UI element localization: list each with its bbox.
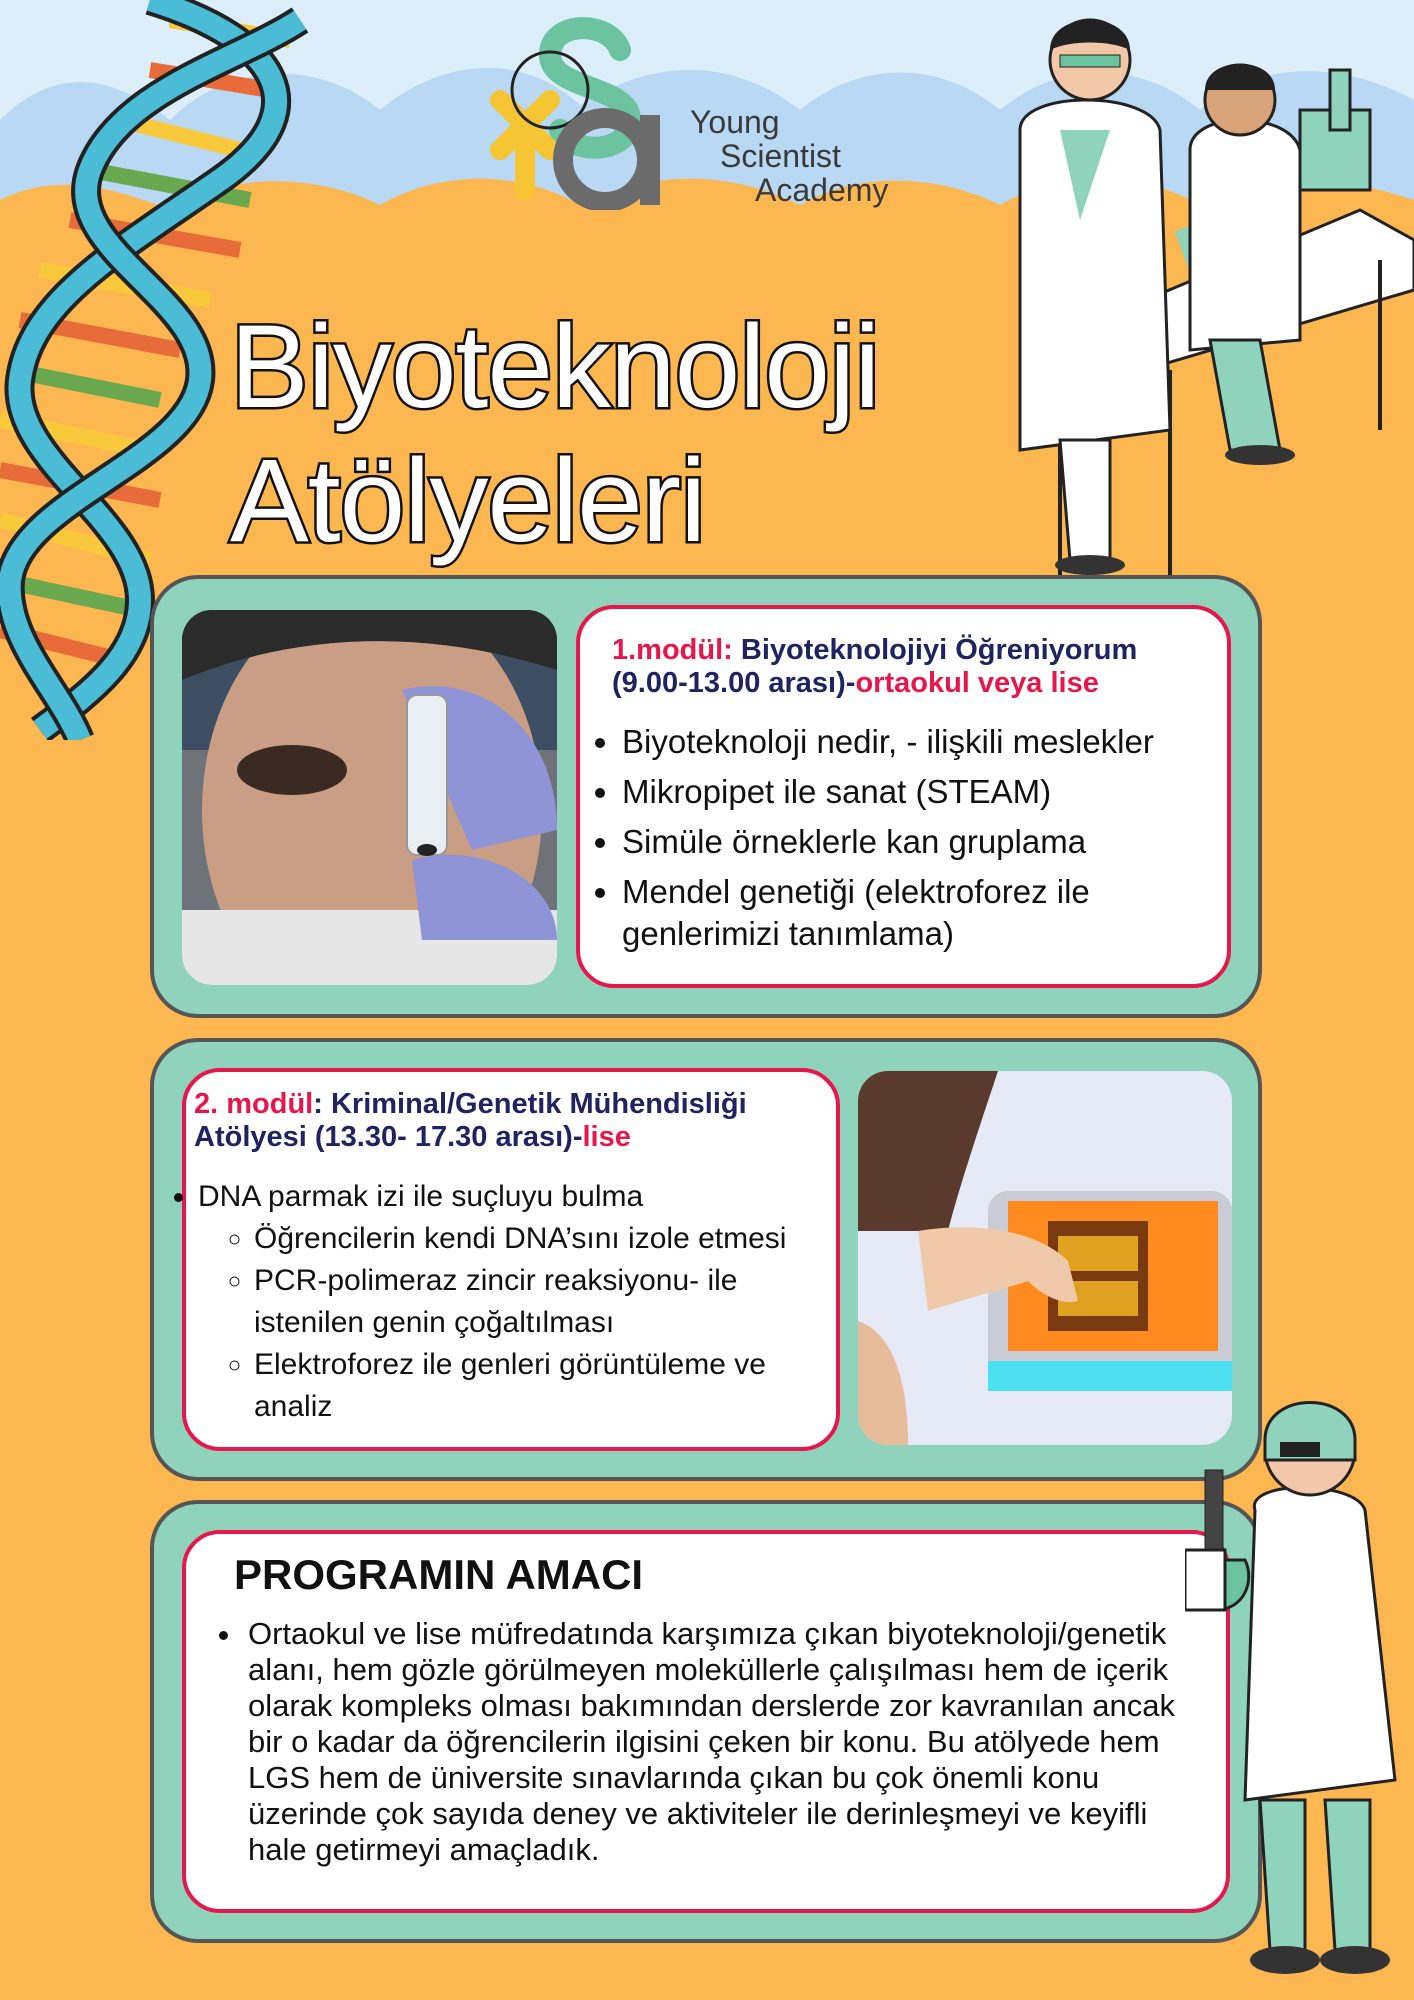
module2-card xyxy=(182,1068,840,1451)
module1-name: Biyoteknolojiyi Öğreniyorum xyxy=(740,634,1138,666)
module2-list xyxy=(198,1176,838,1218)
module1-label: 1.modül: xyxy=(612,634,733,666)
list-item: • Mendel genetiği (elektroforez ile genlerimizi tanımlama) xyxy=(622,871,1222,955)
module2-name: Kriminal/Genetik Mühendisliği xyxy=(330,1088,747,1120)
list-item: • Mikropipet ile sanat (STEAM) xyxy=(622,771,1222,813)
module2-sublist xyxy=(254,1218,838,1428)
list-item: • Biyoteknoloji nedir, - ilişkili meslekler xyxy=(622,721,1222,763)
title-line-1: Biyoteknoloji xyxy=(230,301,880,433)
module2-colon: : xyxy=(313,1088,323,1120)
list-item: • Ortaokul ve lise müfredatında karşımıza çıkan biyoteknoloji/genetik alanı, hem gözle görülmeyen moleküllerle çalışılması hem de içerik olarak kompleks olması bakımından derslerde zor kavranılan ancak bir o kadar da öğrencilerin ilgisini çeken bir konu. Bu atölyede hem LGS hem de üniversite sınavlarında çıkan bu çok önemli konu üzerinde çok sayıda deney ve aktiviteler ile derinleşmeyi ve keyifli hale getirmeyi amaçladık. xyxy=(244,1616,1194,1868)
list-item: • Simüle örneklerle kan gruplama xyxy=(622,821,1222,863)
logo-line-academy: Academy xyxy=(755,172,889,208)
logo-line-scientist: Scientist xyxy=(720,138,841,174)
sub-list-item: ◦ PCR-polimeraz zincir reaksiyonu- ile istenilen genin çoğaltılması xyxy=(254,1260,838,1344)
scientist-pipette-illustration xyxy=(1185,1380,1414,2000)
module2-time: Atölyesi (13.30- 17.30 arası)- xyxy=(194,1121,583,1153)
list-item: • DNA parmak izi ile suçluyu bulma xyxy=(198,1176,838,1218)
purpose-heading: PROGRAMIN AMACI xyxy=(234,1551,644,1598)
academy-logo xyxy=(490,10,920,210)
sub-list-item: ◦ Öğrencilerin kendi DNA’sını izole etmesi xyxy=(254,1218,838,1260)
logo-mark-icon xyxy=(490,10,690,210)
module2-photo xyxy=(858,1071,1232,1445)
purpose-card xyxy=(182,1530,1230,1913)
scientists-lab-illustration xyxy=(1000,10,1414,630)
purpose-list xyxy=(244,1616,1194,1868)
module1-card xyxy=(576,605,1231,988)
page-title xyxy=(230,300,879,568)
module1-list xyxy=(622,721,1222,963)
module1-audience: ortaokul veya lise xyxy=(855,667,1099,699)
module1-photo xyxy=(182,610,557,985)
module2-label: 2. modül xyxy=(194,1088,314,1120)
module2-heading xyxy=(194,1088,834,1154)
logo-line-young: Young xyxy=(690,104,780,140)
module2-audience: lise xyxy=(582,1121,631,1153)
module1-heading xyxy=(612,634,1222,700)
logo-wordmark xyxy=(690,105,888,207)
sub-list-item: ◦ Elektroforez ile genleri görüntüleme ve analiz xyxy=(254,1344,838,1428)
module1-time: (9.00-13.00 arası)- xyxy=(612,667,856,699)
title-line-2: Atölyeleri xyxy=(230,435,706,567)
student-with-tube-image xyxy=(182,610,557,985)
gel-electrophoresis-image xyxy=(858,1071,1232,1445)
